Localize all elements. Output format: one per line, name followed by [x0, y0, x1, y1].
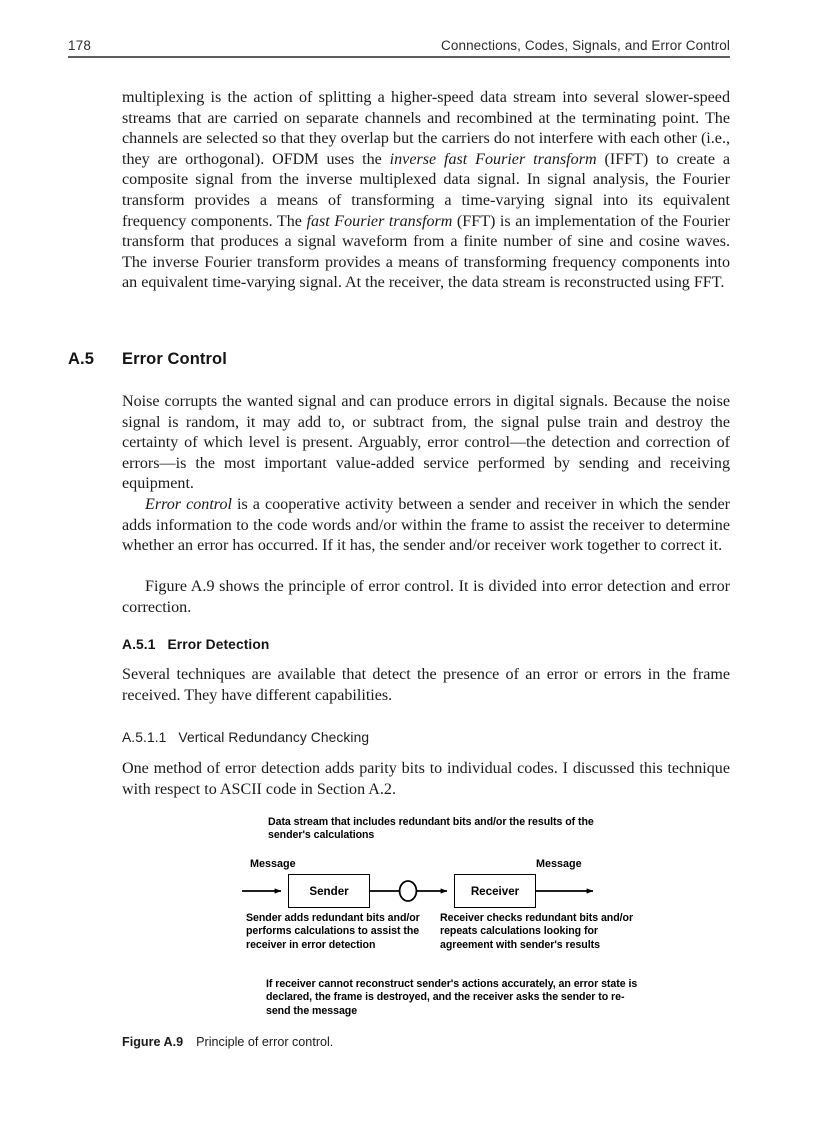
figure-a9: [122, 812, 730, 1024]
paragraph-text: [122, 88, 730, 294]
paragraph-text: [122, 495, 730, 557]
para-seg-1: is a cooperative activity between a sender and receiver in which the sender adds information to the code words and/or within the frame to assist the receiver to determine whether an error has occurred. If it has, the sender and/or receiver work together to correct it.: [122, 496, 730, 555]
heading-a5-text: Error Control: [122, 350, 227, 368]
heading-a51-inner: [122, 637, 730, 652]
figure-box-sender: Sender: [288, 874, 370, 908]
term-inverse-fast-fourier-transform: inverse fast Fourier transform: [389, 150, 597, 168]
heading-a5-number: A.5: [68, 350, 94, 368]
figure-caption-number: Figure A.9: [122, 1035, 184, 1049]
paragraph-text: Noise corrupts the wanted signal and can produce errors in digital signals. Because the noise signal is random, it may add to, or subtract from, the signal pulse train and destroy the certainty of which level is present. Arguably, error control—the detection and correction of errors—is the most important value-added service performed by sending and receiving equipment.: [122, 393, 730, 493]
running-title: Connections, Codes, Signals, and Error Control: [441, 38, 730, 53]
figure-box-receiver: Receiver: [454, 874, 536, 908]
figure-note-receiver: Receiver checks redundant bits and/or repeats calculations looking for agreement with sender's results: [440, 912, 634, 951]
paragraph-text: Figure A.9 shows the principle of error control. It is divided into error detection and error correction.: [122, 578, 730, 616]
term-error-control: Error control: [145, 496, 232, 513]
heading-a511-inner: [122, 730, 730, 745]
term-fast-fourier-transform: fast Fourier transform: [306, 212, 453, 230]
figure-caption: [122, 1035, 730, 1049]
paragraph-multiplexing: [122, 88, 730, 294]
paragraph-text: One method of error detection adds parity bits to individual codes. I discussed this technique with respect to ASCII code in Section A.2.: [122, 760, 730, 798]
figure-label-message-out: Message: [536, 858, 582, 870]
paragraph-detection: [122, 665, 730, 706]
heading-a5: [68, 350, 730, 369]
figure-label-message-in: Message: [250, 858, 296, 870]
paragraph-error-control: [122, 495, 730, 557]
para-seg-2: (IFFT) to create a composite signal from the inverse multiplexed data signal. In signal analysis, the Fourier transform provides a means of transforming a time-varying signal into its equivalent frequency components. The: [122, 150, 730, 230]
figure-flow-diagram: [240, 870, 600, 912]
figure-note-error-state: If receiver cannot reconstruct sender's actions accurately, an error state is declared, the frame is destroyed, and the receiver asks the sender to re-send the message: [266, 978, 638, 1017]
figure-artwork: [122, 812, 730, 1024]
para-seg-3: (FFT) is an implementation of the Fourier transform that produces a signal waveform from a finite number of sine and cosine waves. The inverse Fourier transform provides a means of transforming frequency components into an equivalent time-varying signal. At the receiver, the data stream is reconstructed using FFT.: [122, 212, 730, 292]
heading-a511-number: A.5.1.1: [122, 730, 167, 745]
heading-a51: [122, 637, 730, 652]
page-header: [68, 38, 730, 64]
heading-a51-number: A.5.1: [122, 637, 156, 652]
paragraph-figure-reference: [122, 577, 730, 618]
error-injection-circle-icon: [400, 881, 417, 901]
figure-caption-text: Principle of error control.: [196, 1035, 334, 1049]
para-seg-1: multiplexing is the action of splitting a higher-speed data stream into several slower-speed streams that are carried on separate channels and recombined at the terminating point. The channels are selected so that they overlap but the carriers do not interfere with each other (i.e., they are orthogonal). OFDM uses the: [122, 89, 730, 168]
figure-note-data-stream: Data stream that includes redundant bits and/or the results of the sender's calculations: [268, 816, 594, 842]
figure-note-sender: Sender adds redundant bits and/or performs calculations to assist the receiver in error detection: [246, 912, 420, 951]
heading-a51-text: Error Detection: [167, 637, 270, 652]
heading-a511: [122, 730, 730, 745]
paragraph-vrc: [122, 759, 730, 800]
heading-a511-text: Vertical Redundancy Checking: [178, 730, 370, 745]
page-header-rule: [68, 38, 730, 58]
paragraph-noise: [122, 392, 730, 495]
paragraph-text: Several techniques are available that detect the presence of an error or errors in the frame received. They have different capabilities.: [122, 666, 730, 704]
page-number: 178: [68, 38, 92, 53]
